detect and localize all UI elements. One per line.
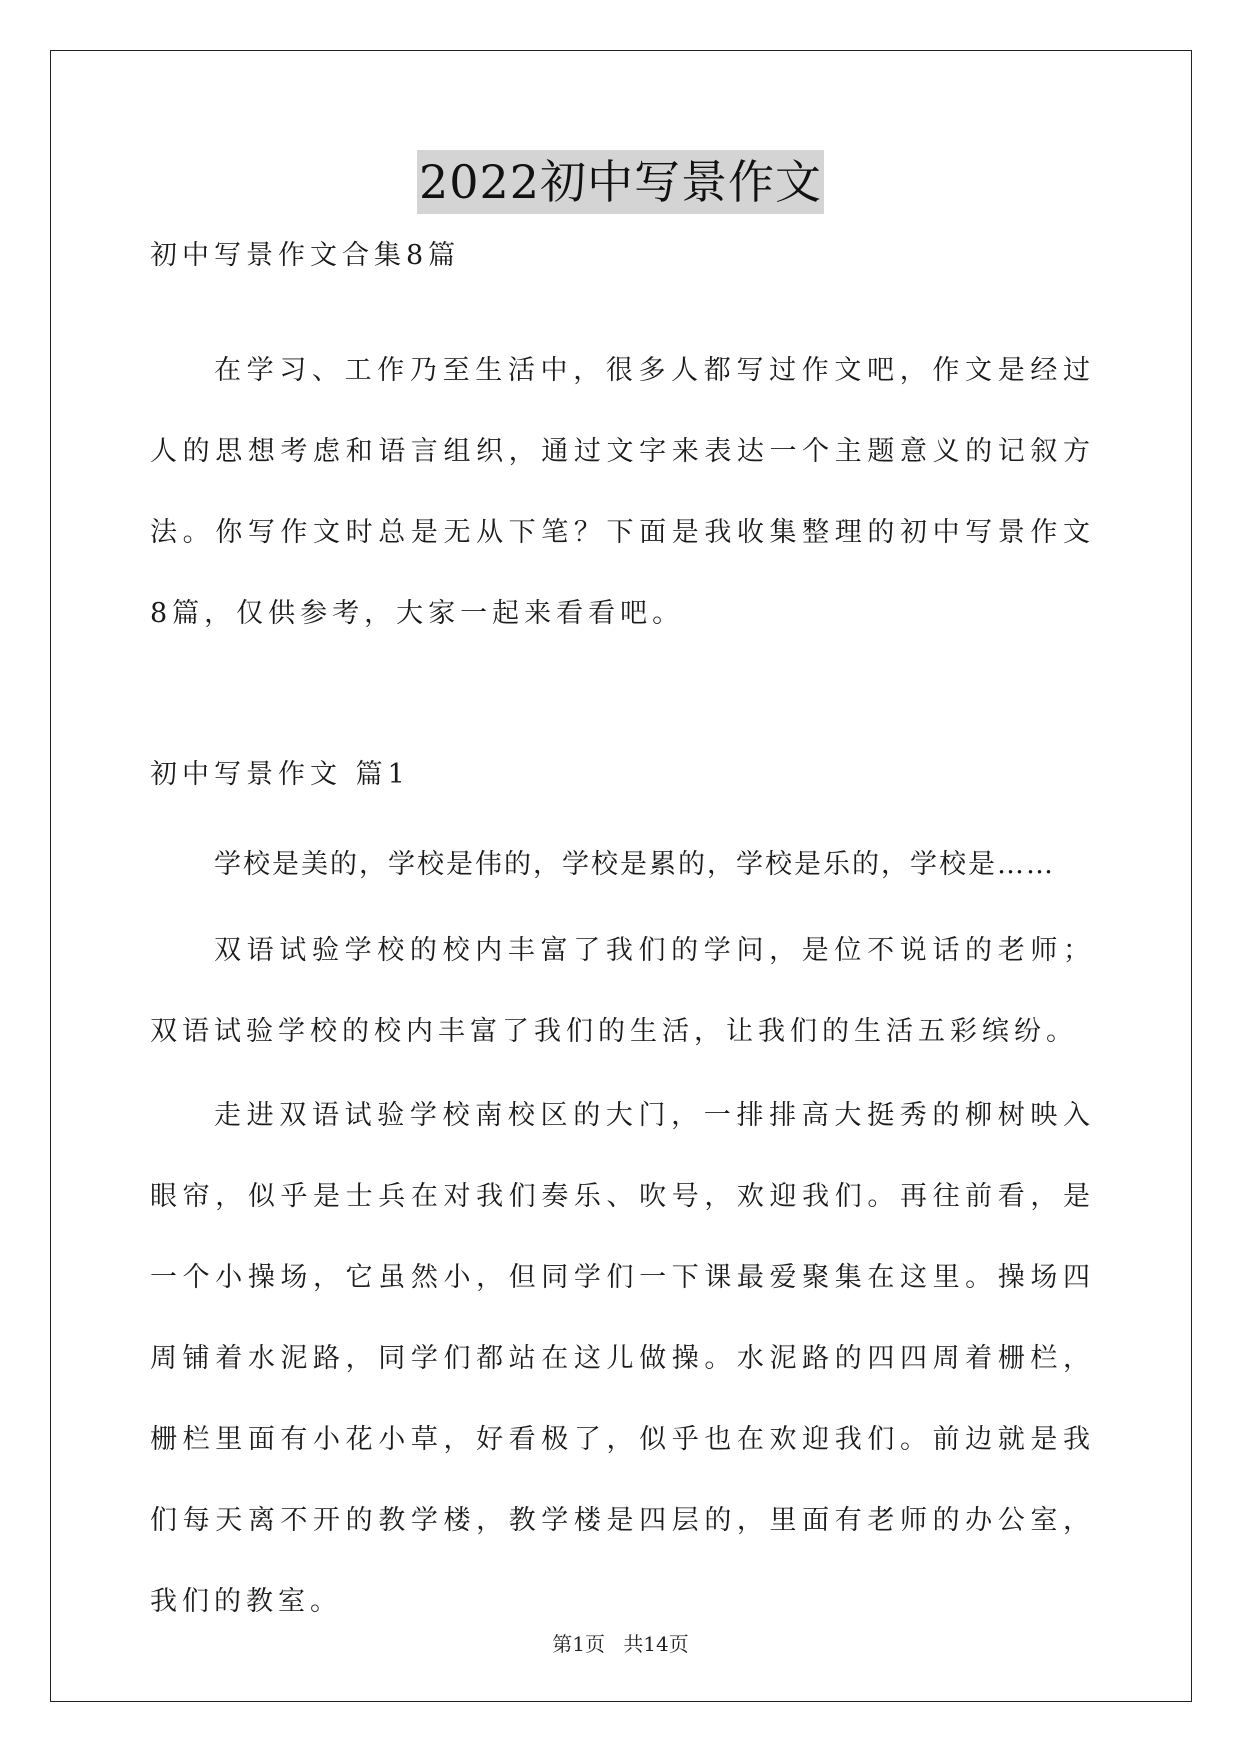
page-footer xyxy=(0,1628,1241,1657)
body-paragraph-2: 双语试验学校的校内丰富了我们的学问，是位不说话的老师；双语试验学校的校内丰富了我们的生活，让我们的生活五彩缤纷。 xyxy=(150,935,1095,1047)
section-heading: 初中写景作文 篇1 xyxy=(150,759,410,790)
title-container xyxy=(0,150,1241,214)
page-total: 共14页 xyxy=(623,1632,689,1656)
intro-paragraph: 在学习、工作乃至生活中，很多人都写过作文吧，作文是经过人的思想考虑和语言组织，通过文字来表达一个主题意义的记叙方法。你写作文时总是无从下笔？下面是我收集整理的初中写景作文8篇，仅供参考，大家一起来看看吧。 xyxy=(150,355,1095,629)
body-paragraph-1: 学校是美的，学校是伟的，学校是累的，学校是乐的，学校是…… xyxy=(214,849,1055,880)
page-number: 第1页 xyxy=(552,1632,605,1656)
document-subtitle: 初中写景作文合集8篇 xyxy=(150,240,461,271)
body-paragraph-3: 走进双语试验学校南校区的大门，一排排高大挺秀的柳树映入眼帘，似乎是士兵在对我们奏乐、吹号，欢迎我们。再往前看，是一个小操场，它虽然小，但同学们一下课最爱聚集在这里。操场四周铺着水泥路，同学们都站在这儿做操。水泥路的四四周着栅栏，栅栏里面有小花小草，好看极了，似乎也在欢迎我们。前边就是我们每天离不开的教学楼，教学楼是四层的，里面有老师的办公室，我们的教室。 xyxy=(150,1100,1095,1617)
document-title: 2022初中写景作文 xyxy=(417,150,824,214)
